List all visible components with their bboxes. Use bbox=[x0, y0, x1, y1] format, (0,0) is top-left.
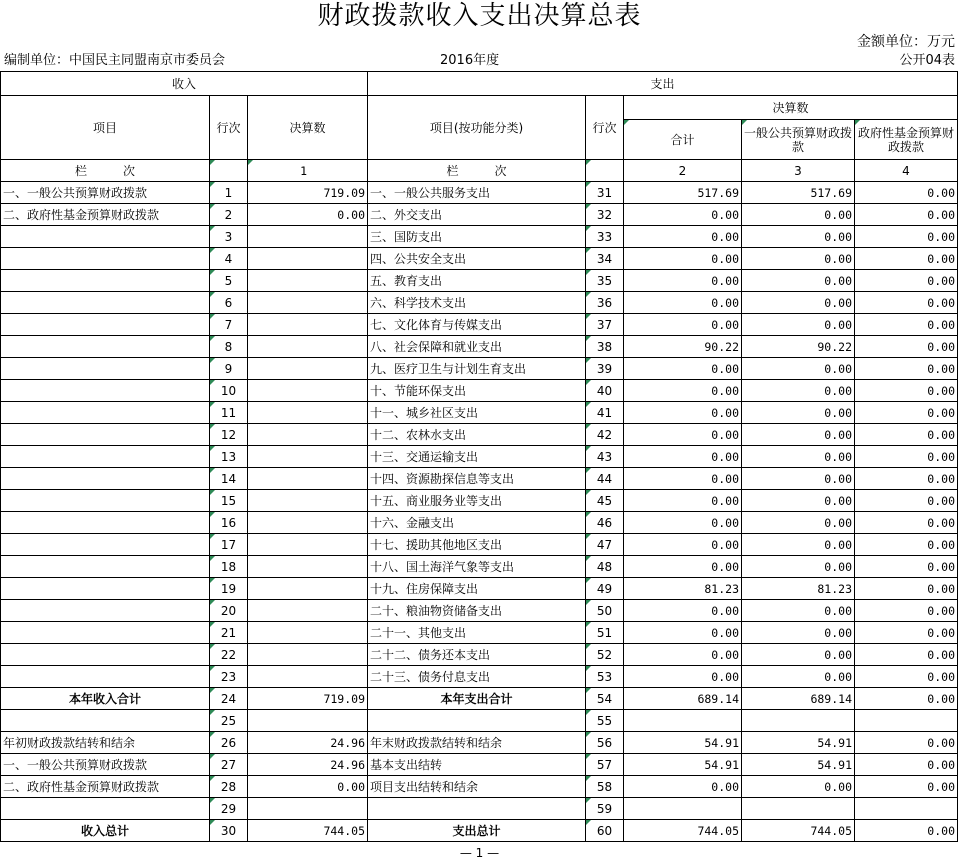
expense-rowno: 44 bbox=[586, 468, 624, 490]
expense-gov-fund: 0.00 bbox=[855, 402, 958, 424]
fiscal-table bbox=[0, 71, 958, 842]
income-amount: 719.09 bbox=[248, 688, 368, 710]
expense-amount-header: 决算数 bbox=[624, 96, 958, 120]
income-rowno: 26 bbox=[210, 732, 248, 754]
expense-rowno: 49 bbox=[586, 578, 624, 600]
table-row bbox=[1, 754, 958, 776]
income-amount bbox=[248, 336, 368, 358]
expense-gov-fund: 0.00 bbox=[855, 490, 958, 512]
income-rowno: 22 bbox=[210, 644, 248, 666]
expense-item: 十五、商业服务业等支出 bbox=[368, 490, 586, 512]
income-item bbox=[1, 424, 210, 446]
expense-rowno: 50 bbox=[586, 600, 624, 622]
expense-gov-fund: 0.00 bbox=[855, 578, 958, 600]
table-row bbox=[1, 490, 958, 512]
income-item bbox=[1, 336, 210, 358]
expense-item: 十四、资源勘探信息等支出 bbox=[368, 468, 586, 490]
expense-general: 689.14 bbox=[742, 688, 855, 710]
income-item bbox=[1, 512, 210, 534]
table-row bbox=[1, 732, 958, 754]
table-row bbox=[1, 512, 958, 534]
income-amount bbox=[248, 292, 368, 314]
expense-item: 十、节能环保支出 bbox=[368, 380, 586, 402]
expense-gov-fund: 0.00 bbox=[855, 182, 958, 204]
income-item bbox=[1, 600, 210, 622]
income-amount bbox=[248, 710, 368, 732]
expense-gov-fund bbox=[855, 710, 958, 732]
income-item bbox=[1, 380, 210, 402]
income-amount bbox=[248, 468, 368, 490]
expense-rowno: 37 bbox=[586, 314, 624, 336]
income-amount bbox=[248, 380, 368, 402]
expense-total: 0.00 bbox=[624, 644, 742, 666]
income-item: 二、政府性基金预算财政拨款 bbox=[1, 204, 210, 226]
income-amount: 0.00 bbox=[248, 204, 368, 226]
expense-gov-fund: 0.00 bbox=[855, 424, 958, 446]
expense-item: 八、社会保障和就业支出 bbox=[368, 336, 586, 358]
expense-item: 基本支出结转 bbox=[368, 754, 586, 776]
expense-rowno: 52 bbox=[586, 644, 624, 666]
col-label-right: 栏 次 bbox=[368, 160, 586, 182]
income-rowno: 27 bbox=[210, 754, 248, 776]
income-rowno: 10 bbox=[210, 380, 248, 402]
col-4: 4 bbox=[855, 160, 958, 182]
expense-gov-fund: 0.00 bbox=[855, 732, 958, 754]
table-row bbox=[1, 336, 958, 358]
expense-rowno: 51 bbox=[586, 622, 624, 644]
expense-general: 0.00 bbox=[742, 468, 855, 490]
income-amount bbox=[248, 556, 368, 578]
income-amount bbox=[248, 600, 368, 622]
expense-rowno: 36 bbox=[586, 292, 624, 314]
expense-item: 四、公共安全支出 bbox=[368, 248, 586, 270]
expense-rowno: 45 bbox=[586, 490, 624, 512]
expense-item: 二十、粮油物资储备支出 bbox=[368, 600, 586, 622]
expense-item bbox=[368, 710, 586, 732]
report-title: 财政拨款收入支出决算总表 bbox=[317, 1, 642, 31]
expense-gov-fund bbox=[855, 798, 958, 820]
expense-item: 项目支出结转和结余 bbox=[368, 776, 586, 798]
table-row bbox=[1, 644, 958, 666]
income-item: 一、一般公共预算财政拨款 bbox=[1, 182, 210, 204]
expense-item: 六、科学技术支出 bbox=[368, 292, 586, 314]
expense-total: 0.00 bbox=[624, 358, 742, 380]
income-rowno: 16 bbox=[210, 512, 248, 534]
income-rowno: 15 bbox=[210, 490, 248, 512]
expense-rowno: 40 bbox=[586, 380, 624, 402]
income-rowno: 4 bbox=[210, 248, 248, 270]
income-rowno: 5 bbox=[210, 270, 248, 292]
income-amount bbox=[248, 226, 368, 248]
expense-total: 0.00 bbox=[624, 402, 742, 424]
income-amount bbox=[248, 446, 368, 468]
income-rowno: 9 bbox=[210, 358, 248, 380]
expense-general: 0.00 bbox=[742, 204, 855, 226]
expense-rowno: 55 bbox=[586, 710, 624, 732]
expense-total: 689.14 bbox=[624, 688, 742, 710]
table-row bbox=[1, 666, 958, 688]
report-year: 2016年度 bbox=[440, 53, 500, 68]
income-rowno: 23 bbox=[210, 666, 248, 688]
income-item bbox=[1, 578, 210, 600]
income-amount bbox=[248, 578, 368, 600]
table-row bbox=[1, 314, 958, 336]
expense-total: 744.05 bbox=[624, 820, 742, 842]
expense-header: 支出 bbox=[368, 72, 958, 96]
expense-gov-fund: 0.00 bbox=[855, 226, 958, 248]
expense-item: 二十三、债务付息支出 bbox=[368, 666, 586, 688]
income-item: 年初财政拨款结转和结余 bbox=[1, 732, 210, 754]
col-rowno-right bbox=[586, 160, 624, 182]
income-item bbox=[1, 270, 210, 292]
income-amount bbox=[248, 666, 368, 688]
expense-general: 81.23 bbox=[742, 578, 855, 600]
expense-total: 0.00 bbox=[624, 490, 742, 512]
expense-rowno: 46 bbox=[586, 512, 624, 534]
expense-total: 0.00 bbox=[624, 666, 742, 688]
expense-gov-fund: 0.00 bbox=[855, 248, 958, 270]
income-amount bbox=[248, 644, 368, 666]
expense-general: 0.00 bbox=[742, 314, 855, 336]
expense-general: 744.05 bbox=[742, 820, 855, 842]
expense-item: 二十一、其他支出 bbox=[368, 622, 586, 644]
table-row bbox=[1, 776, 958, 798]
expense-total: 0.00 bbox=[624, 534, 742, 556]
expense-total: 0.00 bbox=[624, 424, 742, 446]
expense-total: 0.00 bbox=[624, 622, 742, 644]
table-row bbox=[1, 248, 958, 270]
expense-gov-fund: 0.00 bbox=[855, 666, 958, 688]
income-item bbox=[1, 292, 210, 314]
income-amount bbox=[248, 622, 368, 644]
expense-general: 0.00 bbox=[742, 226, 855, 248]
expense-rowno: 34 bbox=[586, 248, 624, 270]
gov-fund-header: 政府性基金预算财政拨款 bbox=[855, 120, 958, 160]
table-row bbox=[1, 402, 958, 424]
expense-total: 81.23 bbox=[624, 578, 742, 600]
expense-general: 0.00 bbox=[742, 270, 855, 292]
table-row bbox=[1, 534, 958, 556]
income-rowno: 6 bbox=[210, 292, 248, 314]
expense-gov-fund: 0.00 bbox=[855, 820, 958, 842]
expense-general: 0.00 bbox=[742, 512, 855, 534]
income-amount: 0.00 bbox=[248, 776, 368, 798]
income-amount bbox=[248, 314, 368, 336]
income-item: 二、政府性基金预算财政拨款 bbox=[1, 776, 210, 798]
expense-total: 0.00 bbox=[624, 468, 742, 490]
expense-general: 0.00 bbox=[742, 666, 855, 688]
expense-general: 0.00 bbox=[742, 600, 855, 622]
col-rowno-left bbox=[210, 160, 248, 182]
table-row bbox=[1, 358, 958, 380]
expense-item: 十九、住房保障支出 bbox=[368, 578, 586, 600]
expense-rowno: 47 bbox=[586, 534, 624, 556]
expense-rowno: 32 bbox=[586, 204, 624, 226]
income-amount bbox=[248, 424, 368, 446]
expense-gov-fund: 0.00 bbox=[855, 204, 958, 226]
expense-gov-fund: 0.00 bbox=[855, 446, 958, 468]
table-row bbox=[1, 182, 958, 204]
expense-general: 0.00 bbox=[742, 776, 855, 798]
income-rowno: 7 bbox=[210, 314, 248, 336]
income-item bbox=[1, 622, 210, 644]
expense-general: 0.00 bbox=[742, 490, 855, 512]
income-item: 收入总计 bbox=[1, 820, 210, 842]
expense-total: 0.00 bbox=[624, 248, 742, 270]
income-amount: 719.09 bbox=[248, 182, 368, 204]
expense-gov-fund: 0.00 bbox=[855, 600, 958, 622]
expense-general: 0.00 bbox=[742, 424, 855, 446]
expense-rowno: 59 bbox=[586, 798, 624, 820]
expense-gov-fund: 0.00 bbox=[855, 688, 958, 710]
income-rowno: 28 bbox=[210, 776, 248, 798]
income-amount: 24.96 bbox=[248, 732, 368, 754]
income-rowno: 13 bbox=[210, 446, 248, 468]
expense-gov-fund: 0.00 bbox=[855, 512, 958, 534]
income-amount bbox=[248, 402, 368, 424]
income-rowno: 8 bbox=[210, 336, 248, 358]
expense-total: 0.00 bbox=[624, 512, 742, 534]
expense-item: 三、国防支出 bbox=[368, 226, 586, 248]
org-name: 编制单位：中国民主同盟南京市委员会 bbox=[4, 53, 226, 68]
income-item bbox=[1, 556, 210, 578]
expense-general: 0.00 bbox=[742, 622, 855, 644]
col-3: 3 bbox=[742, 160, 855, 182]
income-rowno: 14 bbox=[210, 468, 248, 490]
income-rowno: 29 bbox=[210, 798, 248, 820]
expense-rowno: 41 bbox=[586, 402, 624, 424]
expense-total: 0.00 bbox=[624, 204, 742, 226]
expense-rowno: 43 bbox=[586, 446, 624, 468]
table-row bbox=[1, 204, 958, 226]
income-rowno: 2 bbox=[210, 204, 248, 226]
expense-total: 0.00 bbox=[624, 556, 742, 578]
expense-item: 二、外交支出 bbox=[368, 204, 586, 226]
expense-gov-fund: 0.00 bbox=[855, 534, 958, 556]
income-item: 本年收入合计 bbox=[1, 688, 210, 710]
expense-general: 0.00 bbox=[742, 534, 855, 556]
expense-rowno: 53 bbox=[586, 666, 624, 688]
expense-rowno: 33 bbox=[586, 226, 624, 248]
expense-item: 九、医疗卫生与计划生育支出 bbox=[368, 358, 586, 380]
income-rowno: 30 bbox=[210, 820, 248, 842]
expense-general: 517.69 bbox=[742, 182, 855, 204]
income-item-header: 项目 bbox=[1, 96, 210, 160]
income-amount bbox=[248, 534, 368, 556]
income-rowno: 11 bbox=[210, 402, 248, 424]
expense-item: 十三、交通运输支出 bbox=[368, 446, 586, 468]
income-amount bbox=[248, 490, 368, 512]
expense-gov-fund: 0.00 bbox=[855, 754, 958, 776]
expense-general: 54.91 bbox=[742, 754, 855, 776]
income-item bbox=[1, 402, 210, 424]
income-amount: 744.05 bbox=[248, 820, 368, 842]
expense-rowno: 38 bbox=[586, 336, 624, 358]
expense-rowno: 35 bbox=[586, 270, 624, 292]
expense-item: 十七、援助其他地区支出 bbox=[368, 534, 586, 556]
expense-total: 54.91 bbox=[624, 754, 742, 776]
col-2: 2 bbox=[624, 160, 742, 182]
table-row bbox=[1, 380, 958, 402]
expense-gov-fund: 0.00 bbox=[855, 314, 958, 336]
table-row bbox=[1, 446, 958, 468]
income-rowno: 3 bbox=[210, 226, 248, 248]
income-rowno: 1 bbox=[210, 182, 248, 204]
income-rowno: 12 bbox=[210, 424, 248, 446]
expense-item: 十二、农林水支出 bbox=[368, 424, 586, 446]
income-item bbox=[1, 490, 210, 512]
expense-gov-fund: 0.00 bbox=[855, 292, 958, 314]
expense-total: 0.00 bbox=[624, 270, 742, 292]
table-row bbox=[1, 468, 958, 490]
expense-general bbox=[742, 798, 855, 820]
income-amount bbox=[248, 248, 368, 270]
expense-total: 0.00 bbox=[624, 292, 742, 314]
income-rowno: 18 bbox=[210, 556, 248, 578]
income-rowno: 21 bbox=[210, 622, 248, 644]
income-amount bbox=[248, 358, 368, 380]
income-item bbox=[1, 666, 210, 688]
income-header: 收入 bbox=[1, 72, 368, 96]
expense-rowno: 56 bbox=[586, 732, 624, 754]
expense-general: 0.00 bbox=[742, 644, 855, 666]
general-budget-header: 一般公共预算财政拨款 bbox=[742, 120, 855, 160]
expense-total: 54.91 bbox=[624, 732, 742, 754]
expense-total: 517.69 bbox=[624, 182, 742, 204]
expense-total: 90.22 bbox=[624, 336, 742, 358]
expense-total: 0.00 bbox=[624, 446, 742, 468]
expense-general: 90.22 bbox=[742, 336, 855, 358]
expense-general: 0.00 bbox=[742, 446, 855, 468]
table-row bbox=[1, 270, 958, 292]
expense-item: 五、教育支出 bbox=[368, 270, 586, 292]
table-row bbox=[1, 622, 958, 644]
expense-gov-fund: 0.00 bbox=[855, 336, 958, 358]
income-amount bbox=[248, 512, 368, 534]
expense-total: 0.00 bbox=[624, 380, 742, 402]
income-rowno: 24 bbox=[210, 688, 248, 710]
expense-rowno: 57 bbox=[586, 754, 624, 776]
col-label-left: 栏 次 bbox=[1, 160, 210, 182]
income-item bbox=[1, 644, 210, 666]
table-row bbox=[1, 820, 958, 842]
income-rowno: 17 bbox=[210, 534, 248, 556]
col-1: 1 bbox=[248, 160, 368, 182]
page-number: — 1 — bbox=[459, 846, 500, 860]
income-item bbox=[1, 358, 210, 380]
expense-gov-fund: 0.00 bbox=[855, 644, 958, 666]
expense-item: 年末财政拨款结转和结余 bbox=[368, 732, 586, 754]
income-amount bbox=[248, 270, 368, 292]
income-item bbox=[1, 446, 210, 468]
expense-gov-fund: 0.00 bbox=[855, 358, 958, 380]
expense-total bbox=[624, 798, 742, 820]
expense-gov-fund: 0.00 bbox=[855, 622, 958, 644]
expense-total: 0.00 bbox=[624, 776, 742, 798]
expense-rowno: 60 bbox=[586, 820, 624, 842]
table-row bbox=[1, 798, 958, 820]
expense-general: 0.00 bbox=[742, 358, 855, 380]
expense-general: 0.00 bbox=[742, 292, 855, 314]
income-amount-header: 决算数 bbox=[248, 96, 368, 160]
expense-item: 一、一般公共服务支出 bbox=[368, 182, 586, 204]
expense-total: 0.00 bbox=[624, 600, 742, 622]
expense-item-header: 项目(按功能分类) bbox=[368, 96, 586, 160]
expense-total: 0.00 bbox=[624, 314, 742, 336]
table-row bbox=[1, 556, 958, 578]
income-item bbox=[1, 248, 210, 270]
income-rowno: 19 bbox=[210, 578, 248, 600]
expense-general: 0.00 bbox=[742, 380, 855, 402]
expense-gov-fund: 0.00 bbox=[855, 556, 958, 578]
income-rowno-header: 行次 bbox=[210, 96, 248, 160]
expense-rowno: 42 bbox=[586, 424, 624, 446]
expense-item: 二十二、债务还本支出 bbox=[368, 644, 586, 666]
income-rowno: 20 bbox=[210, 600, 248, 622]
expense-gov-fund: 0.00 bbox=[855, 776, 958, 798]
table-row bbox=[1, 578, 958, 600]
income-amount bbox=[248, 798, 368, 820]
expense-rowno: 48 bbox=[586, 556, 624, 578]
expense-item: 本年支出合计 bbox=[368, 688, 586, 710]
expense-total bbox=[624, 710, 742, 732]
form-number: 公开04表 bbox=[899, 53, 955, 68]
table-row bbox=[1, 292, 958, 314]
table-row bbox=[1, 600, 958, 622]
expense-gov-fund: 0.00 bbox=[855, 380, 958, 402]
expense-item bbox=[368, 798, 586, 820]
income-item bbox=[1, 226, 210, 248]
expense-rowno: 54 bbox=[586, 688, 624, 710]
income-item: 一、一般公共预算财政拨款 bbox=[1, 754, 210, 776]
expense-rowno: 31 bbox=[586, 182, 624, 204]
total-header: 合计 bbox=[624, 120, 742, 160]
income-item bbox=[1, 798, 210, 820]
expense-rowno: 58 bbox=[586, 776, 624, 798]
income-item bbox=[1, 534, 210, 556]
table-row bbox=[1, 424, 958, 446]
income-amount: 24.96 bbox=[248, 754, 368, 776]
expense-general: 0.00 bbox=[742, 402, 855, 424]
expense-general bbox=[742, 710, 855, 732]
income-rowno: 25 bbox=[210, 710, 248, 732]
table-row bbox=[1, 226, 958, 248]
table-row bbox=[1, 688, 958, 710]
expense-general: 0.00 bbox=[742, 248, 855, 270]
expense-rowno-header: 行次 bbox=[586, 96, 624, 160]
expense-gov-fund: 0.00 bbox=[855, 468, 958, 490]
expense-item: 十一、城乡社区支出 bbox=[368, 402, 586, 424]
expense-item: 支出总计 bbox=[368, 820, 586, 842]
expense-item: 十六、金融支出 bbox=[368, 512, 586, 534]
expense-gov-fund: 0.00 bbox=[855, 270, 958, 292]
expense-item: 七、文化体育与传媒支出 bbox=[368, 314, 586, 336]
expense-total: 0.00 bbox=[624, 226, 742, 248]
income-item bbox=[1, 468, 210, 490]
table-row bbox=[1, 710, 958, 732]
amount-unit: 金额单位：万元 bbox=[857, 34, 955, 50]
expense-item: 十八、国土海洋气象等支出 bbox=[368, 556, 586, 578]
income-item bbox=[1, 710, 210, 732]
expense-general: 0.00 bbox=[742, 556, 855, 578]
income-item bbox=[1, 314, 210, 336]
expense-rowno: 39 bbox=[586, 358, 624, 380]
expense-general: 54.91 bbox=[742, 732, 855, 754]
